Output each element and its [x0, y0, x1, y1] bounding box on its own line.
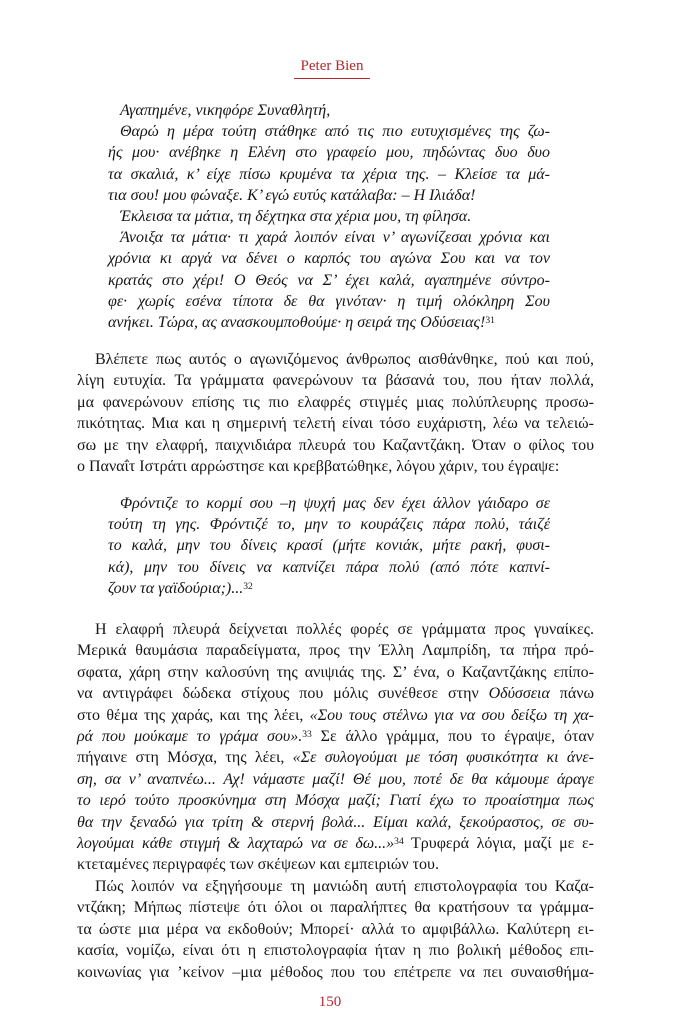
footnote-marker: 33: [302, 728, 312, 740]
body-text-section-2: [77, 619, 594, 983]
text-line: Βλέπετε πως αυτός ο αγωνιζόμενος άνθρωπος αισθάνθηκε, πού και πού,: [95, 351, 594, 368]
text-run: Τρυφερά λόγια, μαζί με ε-: [403, 835, 594, 853]
text-line: τα σκαλιά, κ’ είχε πίσω κρυμένα τα χέρια της. – Κλείσε τα μά-: [108, 165, 550, 183]
italic-text-run: «Σου τους στέλνω για να σου δείξω τη χα-: [309, 706, 594, 724]
text-line: τια σου! μου φώναξε. Κ’ εγώ ευτύς κατάλαβα: – Η Ιλιάδα!: [108, 186, 476, 204]
footnote-marker: 32: [243, 580, 253, 592]
paragraph: [77, 876, 594, 983]
italic-text-run: λογούμαι κάθε στιγμή & λαχταρώ να σε δω...»: [77, 835, 395, 853]
italic-text-run: θα την ξεναδώ για τρίτη & στερνή βολά... Είμαι καλά, ξεκούραστος, σε συ-: [77, 813, 594, 831]
text-line: [77, 726, 594, 747]
text-line: Άνοιξα τα μάτια· τι χαρά λοιπόν είναι ν’ αγωνίζεσαι χρόνια και: [120, 229, 550, 247]
text-line: [108, 312, 550, 333]
text-line: τα ώστε μια μέρα να εκδοθούν; Μπορεί· αλλά το αμφιβάλλω. Καλύτερη ει-: [77, 920, 594, 938]
text-run: ανήκει. Τώρα, ας ανασκουμποθούμε· η σειρά της Οδύσειας!: [108, 314, 486, 332]
text-line: το καλά, μην του δίνεις κρασί (μήτε κονιάκ, μήτε ρακή, φυσι-: [108, 537, 550, 555]
italic-text-run: ση, σα ν’ αναπνέω... Αχ! νάμαστε μαζί! Θέ μου, ποτέ δε θα κάμουμε άραγε: [77, 770, 594, 788]
running-head-author: Peter Bien: [294, 58, 371, 79]
text-run: Σε άλλο γράμμα, που το έγραψε, όταν: [311, 728, 594, 746]
running-head: [0, 58, 664, 79]
text-line: σφατα, χάρη στην καλοσύνη της ανιψιάς της. Σ’ ένα, ο Καζαντζάκης επίπο-: [77, 663, 594, 681]
text-run: πήγαινε στη Μόσχα, της λέει,: [77, 749, 293, 767]
text-run: στο θέμα της χαράς, και της λέει,: [77, 706, 310, 724]
text-line: [108, 578, 550, 599]
italic-text-run: ρά που μούκαμε το γράμα σου».: [77, 728, 303, 746]
text-line: κοινωνίας για ’κείνον –μια μέθοδος που του επέτρεπε να πει συναισθήμα-: [77, 963, 594, 981]
text-line: Αγαπημένε, νικηφόρε Συναθλητή,: [120, 102, 331, 119]
text-line: κασία, νομίζω, είναι ότι η επιστολογραφία ήταν η πιο βολική μέθοδος επι-: [77, 942, 594, 960]
text-line: τούτη τη γης. Φρόντιζέ το, μην το κουράζεις πάρα πολύ, τάιζέ: [108, 516, 550, 534]
text-line: Έκλεισα τα μάτια, τη δέχτηκα στα χέρια μου, τη φίλησα.: [120, 208, 472, 226]
text-line: Πώς λοιπόν να εξηγήσουμε τη μανιώδη αυτή επιστολογραφία του Καζα-: [95, 877, 594, 895]
text-line: μα φανερώνουν επίσης τις πιο ελαφρές στιγμές μιας πολύπλευρης προσω-: [77, 393, 594, 411]
text-line: χρόνια κι αργά να δένει ο καρπός του αγώνα Σου και να τον: [108, 250, 550, 268]
body-text-section-1: [77, 349, 594, 477]
text-run: ζουν τα γαϊδούρια;)...: [108, 579, 244, 597]
text-line: σω με την ελαφρή, παιχνιδιάρα πλευρά του Καζαντζάκη. Όταν ο φίλος του: [77, 436, 594, 454]
text-line: λίγη ευτυχία. Τα γράμματα φανερώνουν τα βάσανά του, που ήταν πολλά,: [77, 372, 594, 390]
paragraph: [77, 349, 594, 477]
text-line: Φρόντιζε το κορμί σου –η ψυχή μας δεν έχει άλλον γάιδαρο σε: [120, 495, 550, 512]
text-line: κρατάς στο χέρι! Ο Θεός να Σ’ έχει καλά, αγαπημένε σύντρο-: [108, 271, 550, 289]
text-line: [77, 812, 594, 833]
italic-text-run: το ιερό τούτο προσκύνημα στη Μόσχα μαζί; Γιατί έχω το προαίστημα πως: [77, 792, 594, 810]
text-line: πικότητας. Μια και η σημερινή τελετή είναι τόσο ευχάριστη, λέω να τελειώ-: [77, 415, 594, 433]
text-line: κτεταμένες περιγραφές των σκέψεων και εμπειριών του.: [77, 856, 439, 874]
text-line: [77, 790, 594, 811]
text-line: Θαρώ η μέρα τούτη στάθηκε από τις πιο ευτυχισμένες της ζω-: [120, 123, 550, 141]
paragraph: [108, 100, 550, 121]
text-line: [77, 769, 594, 790]
paragraph: [108, 493, 550, 599]
text-line: ντζάκη; Μήπως πίστεψε ότι όλοι οι παραλήπτες θα κρατήσουν τα γράμμα-: [77, 899, 594, 917]
text-line: [77, 833, 594, 854]
footnote-marker: 34: [394, 835, 404, 847]
text-line: ο Παναΐτ Ιστράτι αρρώστησε και κρεββατώθηκε, λόγου χάριν, του έγραψε:: [77, 458, 560, 476]
paragraph: [77, 619, 594, 876]
text-line: [77, 747, 594, 768]
text-line: [77, 683, 594, 704]
paragraph: [108, 206, 550, 227]
letter-extract-istrati-dedication: [108, 100, 550, 333]
page-number: 150: [318, 994, 342, 1010]
paragraph: [108, 227, 550, 333]
paragraph: [108, 121, 550, 206]
text-line: ής μου· ανέβηκε η Ελένη στο γραφείο μου, πηδώντας δυο δυο: [108, 144, 550, 162]
text-line: Μερικά θαυμάσια παραδείγματα, προς την Έλλη Λαμπρίδη, τα πήρα πρό-: [77, 642, 594, 660]
text-run: πάνω: [549, 685, 594, 703]
text-line: Η ελαφρή πλευρά δείχνεται πολλές φορές σε γράμματα προς γυναίκες.: [95, 621, 594, 638]
text-line: [77, 705, 594, 726]
letter-extract-body-donkey: [108, 493, 550, 599]
text-line: φε· χωρίς εσένα τίποτα δε θα γινόταν· η τιμή ολόκληρη Σου: [108, 292, 550, 310]
text-run: να αντιγράφει δώδεκα στίχους που μόλις συνέθεσε στην: [77, 685, 489, 703]
italic-text-run: Οδύσσεια: [488, 685, 550, 703]
italic-text-run: «Σε συλογούμαι με τόση φυσικότητα κι άνε-: [292, 749, 594, 767]
text-line: κά), μην του δίνεις να καπνίζει πάρα πολύ (από πότε καπνί-: [108, 558, 550, 576]
footnote-marker: 31: [485, 314, 495, 326]
